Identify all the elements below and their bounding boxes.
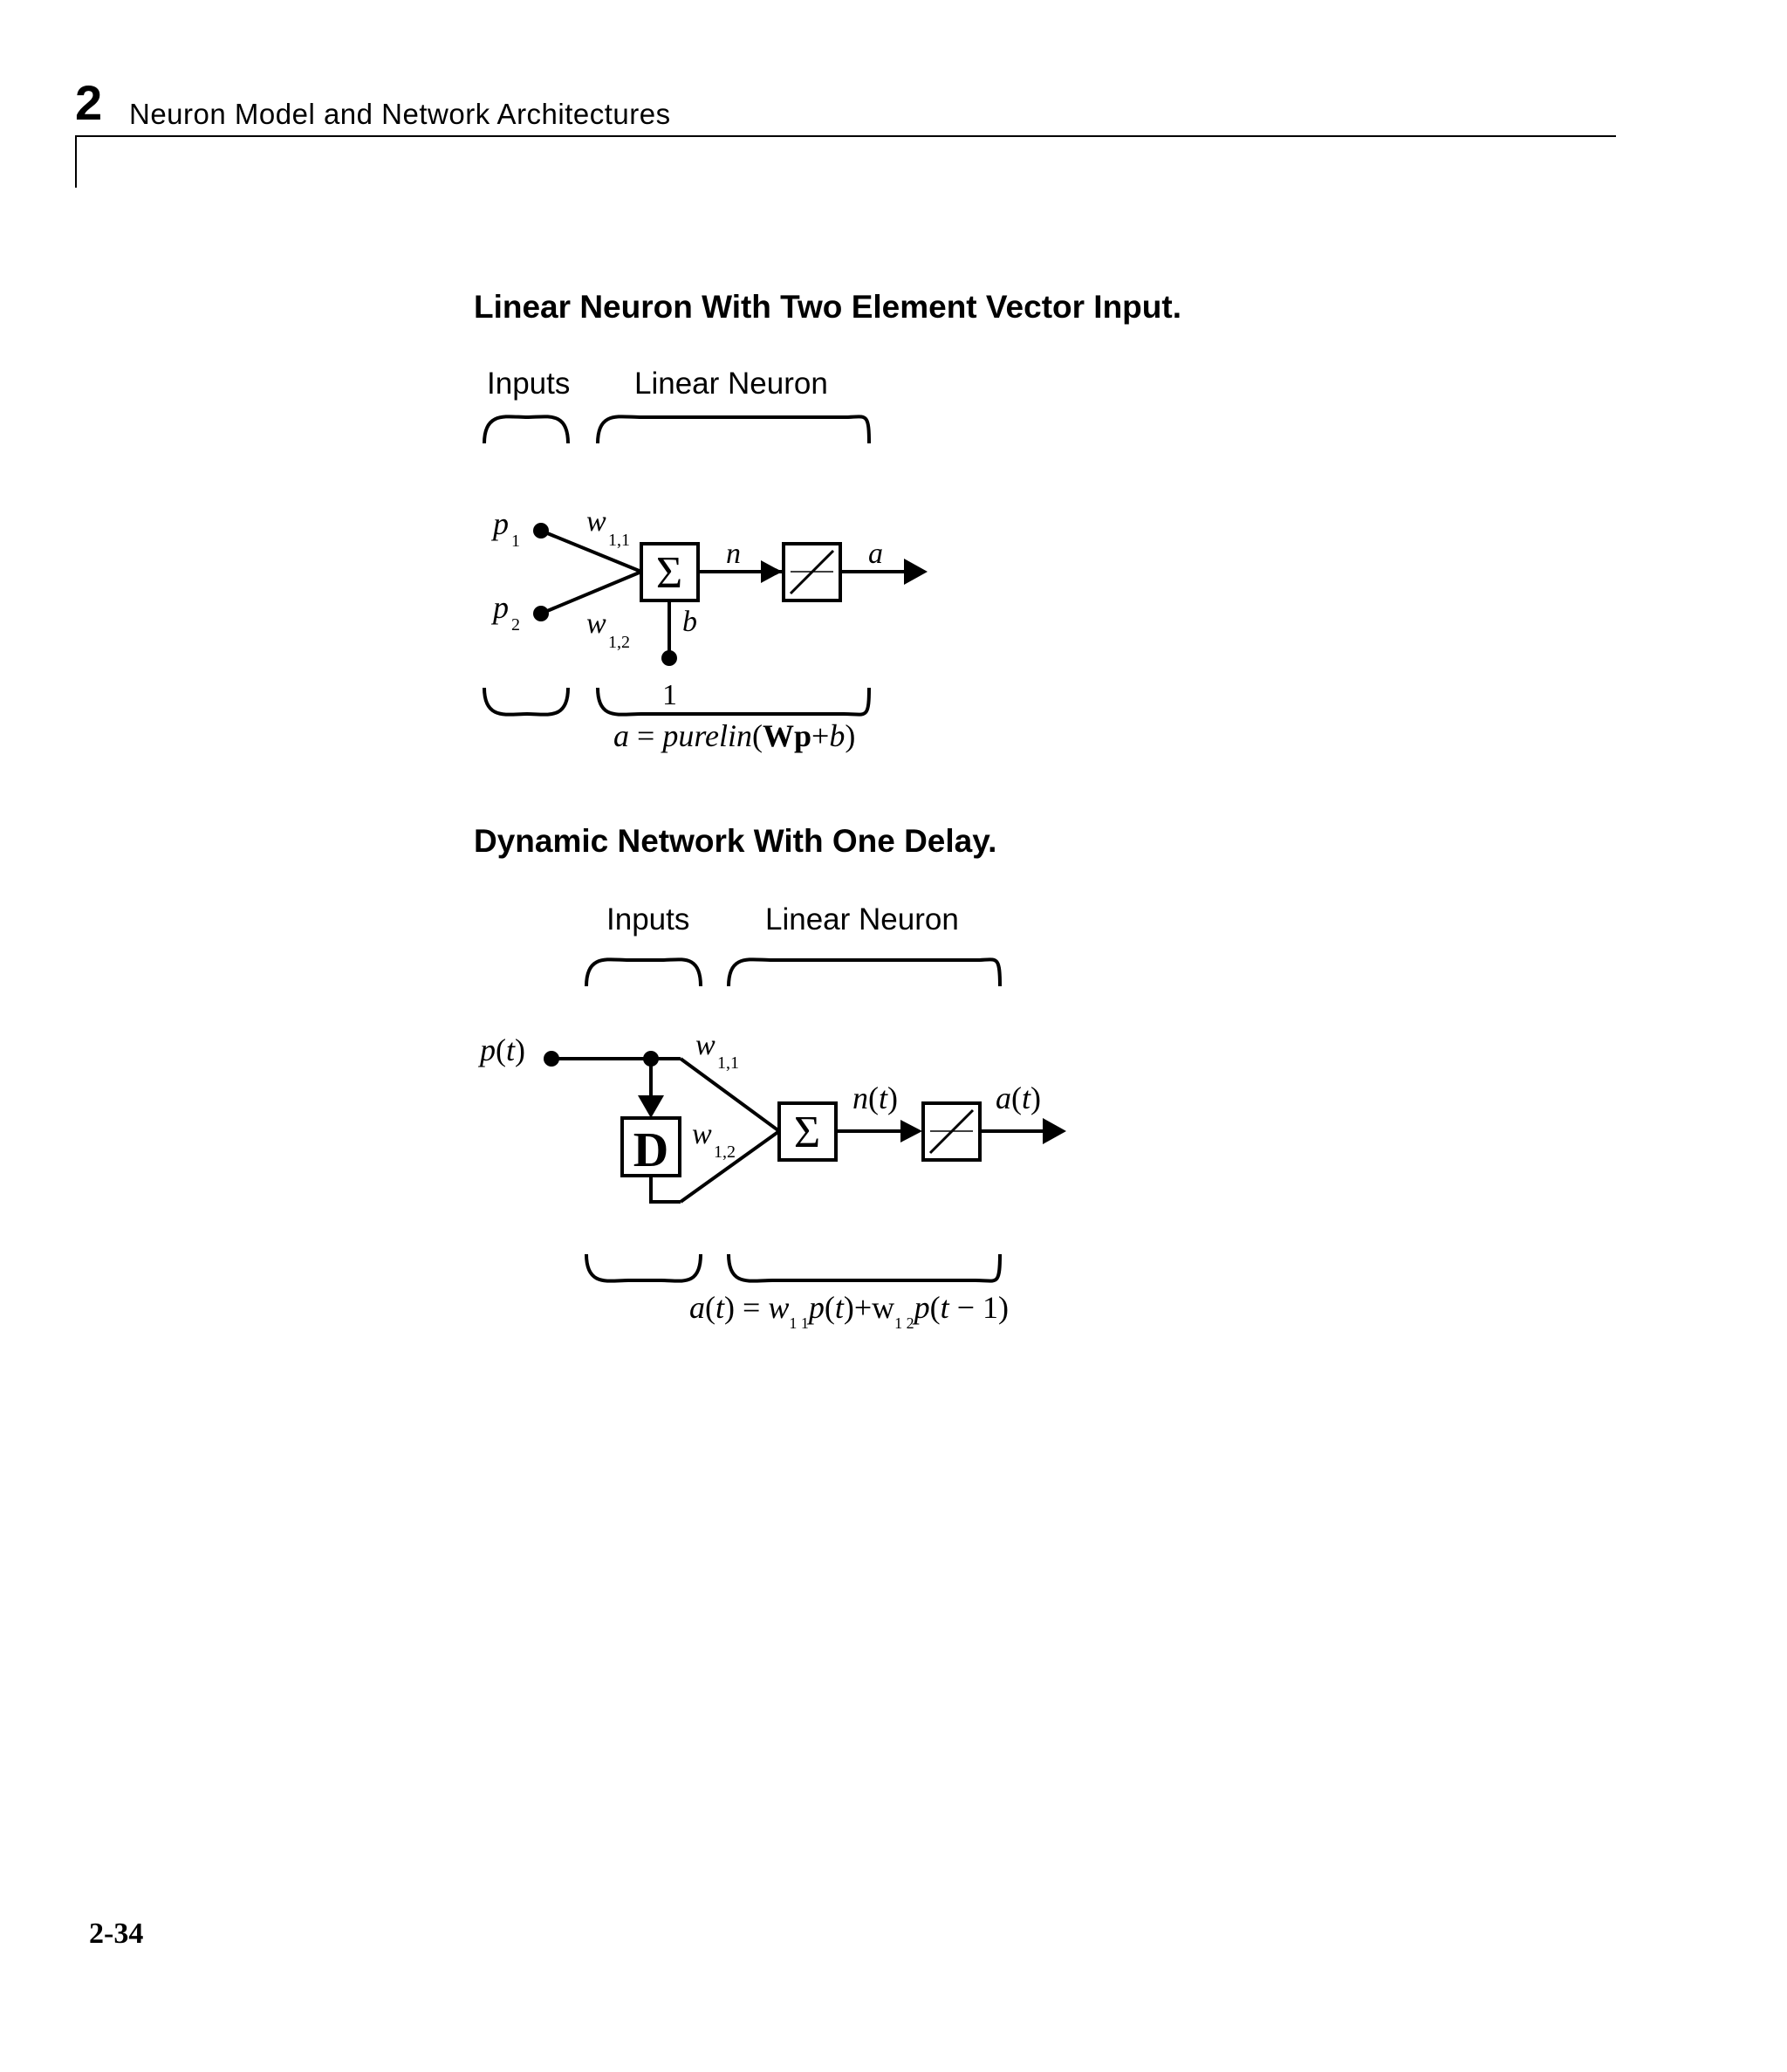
- figure1-w12-label: w: [586, 607, 606, 640]
- figure1-neuron-top-brace: [598, 416, 869, 443]
- figure1-p1-subscript: 1: [511, 532, 520, 551]
- figure2-pt-label: p(t): [480, 1033, 526, 1067]
- figure2-diagram: [477, 902, 1066, 1332]
- figure2-w11-label: w: [695, 1029, 715, 1061]
- figure2-neuron-top-brace: [729, 959, 1000, 986]
- figure2-caption: Dynamic Network With One Delay.: [474, 823, 997, 859]
- figure2-delay-arrowhead: [638, 1095, 664, 1118]
- figure1-bias-one: 1: [662, 679, 677, 711]
- figure2-sigma-symbol: Σ: [793, 1108, 821, 1157]
- figure2-nt-label: n(t): [852, 1081, 899, 1115]
- figure2-equation: $a(t) = w_{1 1}p(t)+w_{1 2}p(t - 1)$: [689, 1290, 1009, 1332]
- figure2-w12-label: w: [692, 1118, 712, 1150]
- figure2-n-arrowhead: [900, 1120, 922, 1142]
- figure1-b-label: b: [682, 606, 697, 638]
- figure2-w11-subscript: 1,1: [717, 1053, 739, 1073]
- page-number: 2-34: [89, 1918, 144, 1950]
- figure1-p1-label: p: [493, 506, 509, 541]
- figure2-output-arrowhead: [1043, 1118, 1066, 1144]
- figure1-a-label: a: [868, 538, 883, 570]
- figure1-w11-label: w: [586, 505, 606, 538]
- figure1-inputs-bottom-brace: [484, 688, 568, 715]
- chapter-title: Neuron Model and Network Architectures: [129, 98, 671, 130]
- chapter-number: 2: [75, 75, 103, 130]
- figure1-n-label: n: [726, 538, 741, 570]
- figure1-sigma-symbol: Σ: [655, 548, 683, 598]
- figure2-inputs-bottom-brace: [586, 1254, 701, 1281]
- figure1-p2-subscript: 2: [511, 615, 520, 635]
- figure1-bias-dot: [661, 650, 677, 666]
- figure1-caption: Linear Neuron With Two Element Vector Input.: [474, 289, 1181, 325]
- figure1-w12-subscript: 1,2: [608, 633, 630, 652]
- figure1-output-arrowhead: [904, 559, 928, 585]
- figure2-neuron-label: Linear Neuron: [765, 902, 959, 937]
- figure1-inputs-label: Inputs: [487, 367, 571, 401]
- figure1-neuron-bottom-brace: [598, 688, 869, 715]
- figure1-neuron-label: Linear Neuron: [634, 367, 828, 401]
- figure1-p2-label: p: [493, 590, 509, 625]
- figure1-inputs-top-brace: [484, 416, 568, 443]
- figure2-delay-output-line: [651, 1176, 681, 1202]
- figure2-inputs-label: Inputs: [606, 902, 690, 937]
- figure2-inputs-top-brace: [586, 959, 701, 986]
- figure2-delay-symbol: D: [633, 1123, 669, 1177]
- figure1-n-arrowhead: [761, 560, 782, 583]
- figure1-w11-subscript: 1,1: [608, 531, 630, 550]
- figure2-neuron-bottom-brace: [729, 1254, 1000, 1281]
- figure1-diagram: [484, 367, 928, 753]
- figure1-equation: a = purelin(Wp+b): [613, 718, 856, 753]
- figure2-w12-subscript: 1,2: [714, 1142, 736, 1162]
- figure2-at-label: a(t): [996, 1081, 1042, 1115]
